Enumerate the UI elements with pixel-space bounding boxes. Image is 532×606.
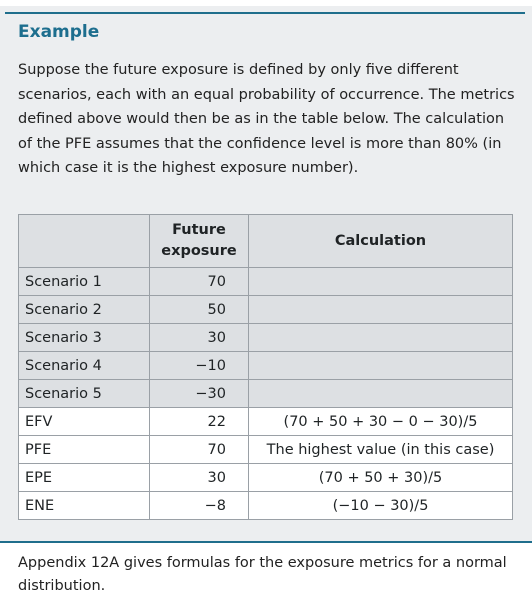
row-value: 50 (150, 296, 249, 324)
row-value: 70 (150, 268, 249, 296)
row-calculation: (−10 − 30)/5 (249, 492, 513, 520)
top-rule (5, 12, 525, 14)
row-calculation (249, 380, 513, 408)
intro-paragraph: Suppose the future exposure is defined by only five different scenarios, each with an equal probability of occurrence. The metrics defined above would then be as in the table below. The calculation of the PFE assumes that the confidence level is more than 80% (in which case it is the highest exposure number). (18, 62, 515, 177)
row-calculation (249, 324, 513, 352)
row-value: −10 (150, 352, 249, 380)
row-label: Scenario 5 (19, 380, 150, 408)
table-row (19, 436, 513, 464)
example-title: Example (18, 22, 100, 42)
row-label: Scenario 4 (19, 352, 150, 380)
row-calculation (249, 268, 513, 296)
row-value: 70 (150, 436, 249, 464)
header-empty-cell (19, 215, 150, 268)
footer-paragraph: Appendix 12A gives formulas for the exposure metrics for a normal distribution. (18, 555, 507, 594)
row-value: −30 (150, 380, 249, 408)
row-calculation (249, 352, 513, 380)
exposure-table (18, 214, 513, 520)
table-row (19, 492, 513, 520)
row-value: −8 (150, 492, 249, 520)
table-header-row (19, 215, 513, 268)
row-calculation: (70 + 50 + 30 − 0 − 30)/5 (249, 408, 513, 436)
header-future-exposure (150, 215, 249, 268)
row-calculation: The highest value (in this case) (249, 436, 513, 464)
header-future-line2: exposure (161, 243, 237, 259)
row-calculation (249, 296, 513, 324)
row-value: 30 (150, 324, 249, 352)
table-row (19, 408, 513, 436)
table-row (19, 380, 513, 408)
row-value: 22 (150, 408, 249, 436)
row-value: 30 (150, 464, 249, 492)
row-label: Scenario 1 (19, 268, 150, 296)
row-label: ENE (19, 492, 150, 520)
table-row (19, 268, 513, 296)
table-row (19, 296, 513, 324)
table-row (19, 352, 513, 380)
row-label: EFV (19, 408, 150, 436)
row-label: PFE (19, 436, 150, 464)
row-label: Scenario 2 (19, 296, 150, 324)
bottom-rule (0, 541, 532, 543)
table-row (19, 464, 513, 492)
header-calculation: Calculation (249, 215, 513, 268)
row-label: Scenario 3 (19, 324, 150, 352)
row-calculation: (70 + 50 + 30)/5 (249, 464, 513, 492)
table-row (19, 324, 513, 352)
row-label: EPE (19, 464, 150, 492)
header-future-line1: Future (172, 222, 226, 238)
